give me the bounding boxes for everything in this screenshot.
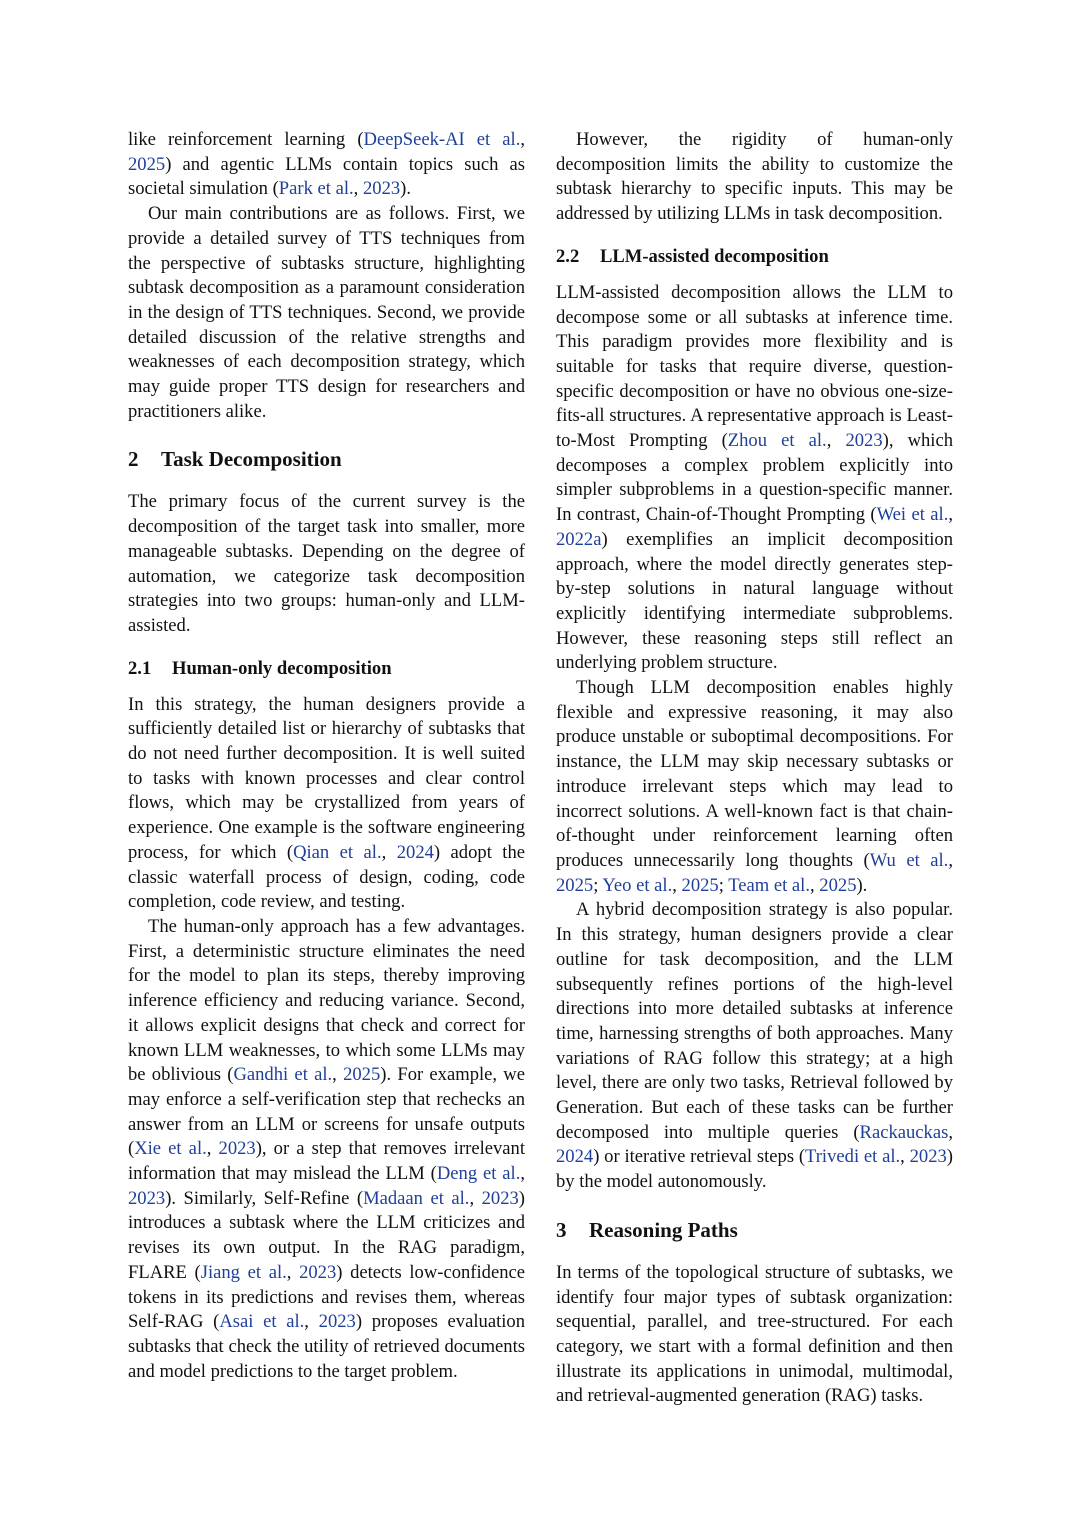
text-run: In terms of the topological structure of subtasks, we identify four major types of subtask organization: sequential, parallel, and tree-structured. For each category, we start with a formal definition and then illustrate its applications in unimodal, multimodal, and retrieval-augmented generation (RAG) tasks. bbox=[556, 1261, 953, 1407]
paragraph bbox=[128, 490, 525, 638]
subsection-title: LLM-assisted decomposition bbox=[600, 245, 829, 267]
text-run: ) adopt the classic waterfall process of design, coding, code completion, code review, and testing. bbox=[128, 841, 526, 913]
text-run: The human-only approach has a few advantages. First, a deterministic structure eliminates the need for the model to plan its steps, thereby improving inference efficiency and reducing variance. Second, it allows explicit designs that check and correct for known LLM weaknesses, to which some LLMs may be oblivious ( bbox=[128, 915, 525, 1086]
section-heading bbox=[128, 446, 525, 472]
citation-link[interactable]: 2025 bbox=[343, 1064, 381, 1086]
citation-link[interactable]: 2022a bbox=[556, 528, 602, 550]
citation-link[interactable]: Trivedi et al. bbox=[805, 1146, 901, 1168]
subsection-number: 2.2 bbox=[556, 245, 580, 267]
section-title: Reasoning Paths bbox=[589, 1217, 738, 1242]
section-heading bbox=[556, 1217, 953, 1243]
text-run: , bbox=[948, 504, 954, 526]
text-run: ) introduces a subtask where the LLM criticizes and revises its own output. In the RAG paradigm, FLARE ( bbox=[128, 1187, 525, 1283]
text-run: , bbox=[900, 1146, 910, 1168]
text-run: LLM-assisted decomposition allows the LLM to decompose some or all subtasks at inference time. This paradigm provides more flexibility and is suitable for tasks that require diverse, question-specific decomposition or have no obvious one-size-fits-all structures. A representative approach is Least-to-Most Prompting ( bbox=[556, 281, 953, 452]
citation-link[interactable]: Deng et al. bbox=[436, 1163, 521, 1185]
text-run: ) or iterative retrieval steps ( bbox=[593, 1146, 806, 1168]
text-run: , bbox=[206, 1138, 219, 1160]
text-run: , bbox=[332, 1064, 344, 1086]
citation-link[interactable]: 2023 bbox=[845, 430, 883, 452]
subsection-number: 2.1 bbox=[128, 657, 152, 679]
text-run: A hybrid decomposition strategy is also popular. In this strategy, human designers provide a clear outline for task decomposition, and the LLM subsequently refines portions of the high-level directions into more detailed subtasks at inference time, harnessing strengths of both approaches. Many variations of RAG follow this strategy; at a high level, there are only two tasks, Retrieval followed by Generation. But each of these tasks can be further decomposed into multiple queries ( bbox=[556, 899, 953, 1143]
text-run: , bbox=[353, 178, 363, 200]
text-run: ), or a step that removes irrelevant information that may mislead the LLM ( bbox=[128, 1138, 526, 1185]
citation-link[interactable]: 2025 bbox=[128, 153, 166, 175]
paragraph bbox=[556, 898, 953, 1194]
paragraph bbox=[128, 915, 525, 1384]
citation-link[interactable]: 2025 bbox=[681, 874, 719, 896]
paragraph bbox=[128, 693, 525, 915]
citation-link[interactable]: 2023 bbox=[128, 1187, 166, 1209]
paragraph bbox=[128, 202, 525, 424]
citation-link[interactable]: DeepSeek-AI et al. bbox=[363, 129, 521, 150]
text-run: , bbox=[286, 1261, 300, 1283]
text-run: ; bbox=[593, 874, 603, 896]
citation-link[interactable]: Jiang et al. bbox=[200, 1261, 287, 1283]
text-run: ) detects low-confidence tokens in its predictions and revises them, whereas Self-RAG ( bbox=[128, 1261, 525, 1333]
citation-link[interactable]: Gandhi et al. bbox=[233, 1064, 333, 1086]
text-run: Our main contributions are as follows. First, we provide a detailed survey of TTS techniques from the perspective of subtasks structure, highlighting subtask decomposition as a paramount consideration in the design of TTS techniques. Second, we provide detailed discussion of the relative strengths and weaknesses of each decomposition strategy, which may guide proper TTS design for researchers and practitioners alike. bbox=[128, 203, 525, 422]
citation-link[interactable]: Xie et al. bbox=[134, 1138, 207, 1160]
paragraph bbox=[556, 128, 953, 227]
text-run: However, the rigidity of human-only decomposition limits the ability to customize the subtask hierarchy to specific inputs. This may be addressed by utilizing LLMs in task decomposition. bbox=[556, 129, 953, 225]
paragraph bbox=[556, 676, 953, 898]
right-column bbox=[556, 128, 953, 1409]
citation-link[interactable]: Park et al. bbox=[278, 178, 354, 200]
text-run: , bbox=[304, 1311, 319, 1333]
text-run: , bbox=[520, 1163, 526, 1185]
citation-link[interactable]: Zhou et al. bbox=[727, 430, 827, 452]
text-run: ) proposes evaluation subtasks that check the utility of retrieved documents and model predictions to the target problem. bbox=[128, 1311, 525, 1382]
text-run: ; bbox=[718, 874, 729, 896]
text-run: , bbox=[948, 1121, 953, 1143]
citation-link[interactable]: Team et al. bbox=[728, 874, 810, 896]
section-number: 3 bbox=[556, 1217, 567, 1242]
text-run: ). Similarly, Self-Refine ( bbox=[165, 1187, 364, 1209]
text-run: , bbox=[826, 430, 846, 452]
citation-link[interactable]: 2023 bbox=[318, 1311, 356, 1333]
citation-link[interactable]: Wei et al. bbox=[876, 504, 949, 526]
text-run: ) exemplifies an implicit decomposition approach, where the model directly generates step-by-step solutions in natural language without explicitly identifying intermediate subproblems. However, these reasoning steps still reflect an underlying problem structure. bbox=[556, 528, 953, 674]
paragraph bbox=[556, 1261, 953, 1409]
text-run: ). For example, we may enforce a self-verification step that rechecks an answer from an LLM or screens for unsafe outputs ( bbox=[128, 1064, 525, 1160]
citation-link[interactable]: 2023 bbox=[481, 1187, 519, 1209]
section-number: 2 bbox=[128, 447, 139, 472]
citation-link[interactable]: 2024 bbox=[556, 1146, 594, 1168]
text-run: , bbox=[381, 841, 397, 863]
text-run: Though LLM decomposition enables highly flexible and expressive reasoning, it may also produce unstable or suboptimal decompositions. For instance, the LLM may skip necessary subtasks or introduce irrelevant steps which may lead to incorrect solutions. A well-known fact is that chain-of-thought under reinforcement learning often produces unnecessarily long thoughts ( bbox=[556, 677, 953, 871]
paragraph bbox=[128, 128, 525, 202]
text-run: ). bbox=[400, 178, 411, 200]
citation-link[interactable]: 2023 bbox=[909, 1146, 947, 1168]
left-column bbox=[128, 128, 525, 1384]
citation-link[interactable]: Wu et al. bbox=[869, 849, 949, 871]
section-title: Task Decomposition bbox=[161, 447, 342, 472]
text-run: ) by the model autonomously. bbox=[556, 1146, 953, 1193]
text-run: ) and agentic LLMs contain topics such as societal simulation ( bbox=[128, 153, 525, 200]
paragraph bbox=[556, 281, 953, 676]
text-run: , bbox=[810, 874, 820, 896]
citation-link[interactable]: 2025 bbox=[556, 874, 594, 896]
citation-link[interactable]: 2023 bbox=[299, 1261, 337, 1283]
citation-link[interactable]: Qian et al. bbox=[293, 841, 382, 863]
citation-link[interactable]: 2024 bbox=[396, 841, 434, 863]
text-run: ). bbox=[856, 874, 868, 896]
text-run: The primary focus of the current survey is the decomposition of the target task into smaller, more manageable subtasks. Depending on the degree of automation, we categorize task decomposition strategies into two groups: human-only and LLM-assisted. bbox=[128, 491, 525, 636]
text-run: , bbox=[948, 849, 953, 871]
citation-link[interactable]: Asai et al. bbox=[219, 1311, 305, 1333]
citation-link[interactable]: Rackauckas bbox=[859, 1121, 949, 1143]
citation-link[interactable]: 2023 bbox=[362, 178, 401, 200]
citation-link[interactable]: 2025 bbox=[819, 874, 857, 896]
citation-link[interactable]: Madaan et al. bbox=[363, 1187, 470, 1209]
subsection-heading bbox=[556, 245, 953, 269]
text-run: like reinforcement learning ( bbox=[128, 129, 364, 150]
subsection-title: Human-only decomposition bbox=[172, 657, 392, 679]
text-run: , bbox=[672, 874, 682, 896]
citation-link[interactable]: Yeo et al. bbox=[602, 874, 673, 896]
citation-link[interactable]: 2023 bbox=[218, 1138, 256, 1160]
text-run: ), which decomposes a complex problem explicitly into simpler subproblems in a question-specific manner. In contrast, Chain-of-Thought Prompting ( bbox=[556, 430, 954, 526]
text-run: , bbox=[469, 1187, 482, 1209]
subsection-heading bbox=[128, 657, 525, 681]
text-run: In this strategy, the human designers provide a sufficiently detailed list or hierarchy of subtasks that do not need further decomposition. It is well suited to tasks with known processes and clear control flows, which may be crystallized from years of experience. One example is the software engineering process, for which ( bbox=[128, 693, 525, 863]
text-run: , bbox=[520, 129, 526, 150]
